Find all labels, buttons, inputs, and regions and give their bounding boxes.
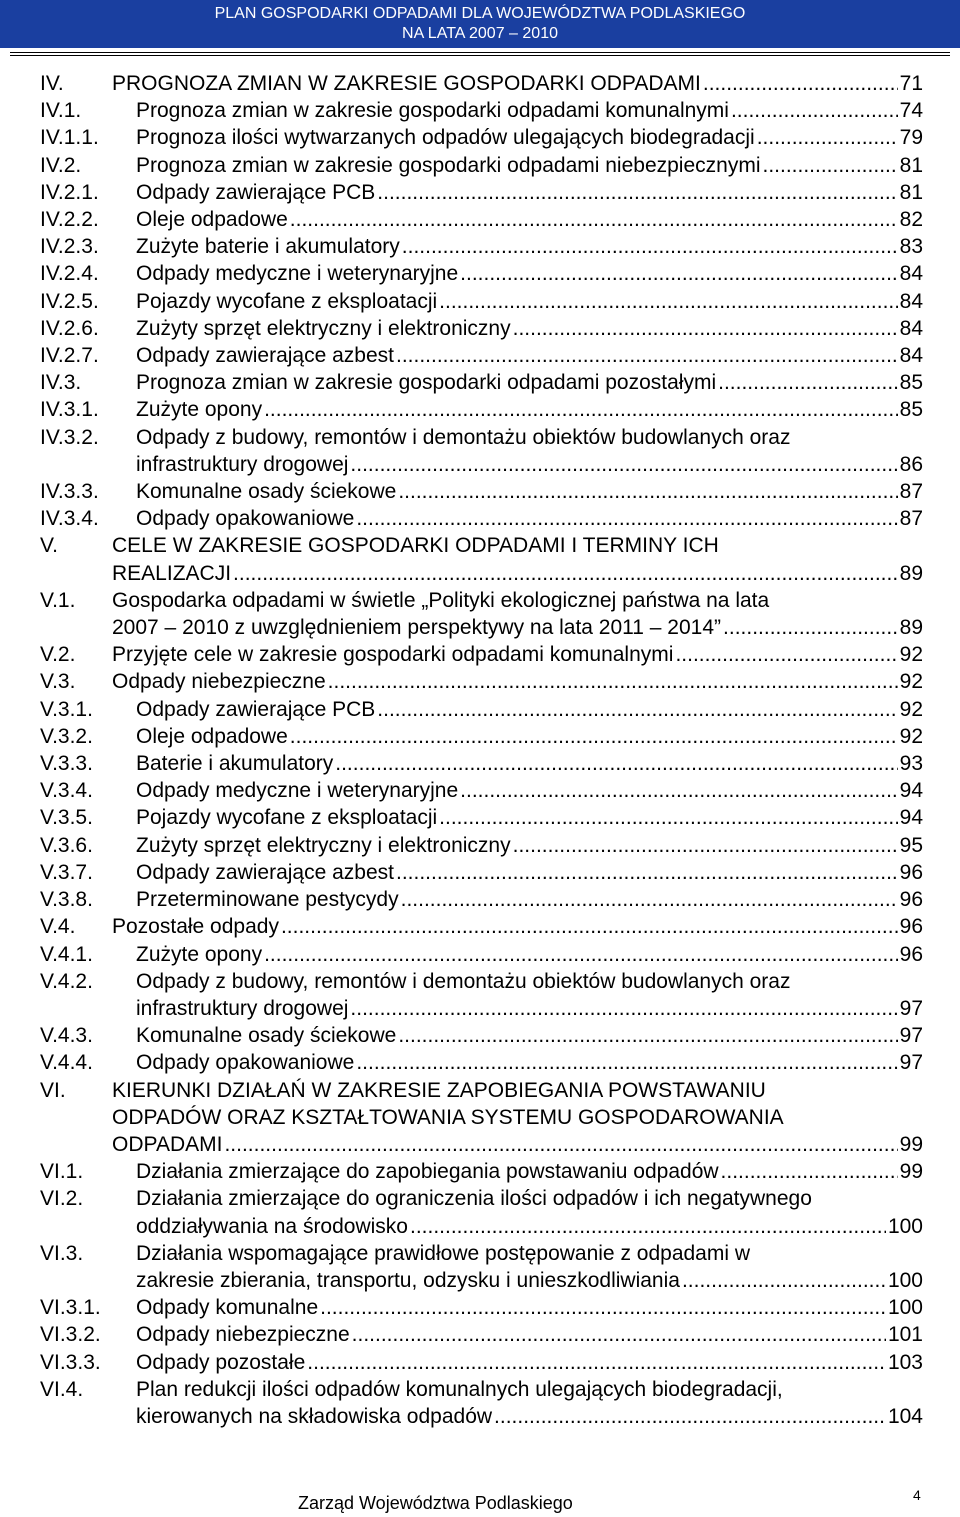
toc-entry-page: 96 — [899, 860, 923, 884]
toc-entry-number: V.4.3. — [40, 1024, 93, 1048]
toc-entry-number: IV.2.3. — [40, 235, 99, 259]
toc-entry-body — [136, 396, 923, 423]
toc-entry-number: VI.4. — [40, 1377, 84, 1401]
toc-entry-title-line: 2007 – 2010 z uwzględnieniem perspektywy na lata 2011 – 2014” — [112, 616, 722, 640]
toc-entry-title-line: Działania zmierzające do zapobiegania powstawaniu odpadów — [136, 1160, 719, 1184]
toc-entry-number: IV.2.7. — [40, 344, 99, 368]
toc-entry[interactable] — [40, 1376, 923, 1430]
toc-entry-page: 81 — [899, 153, 923, 177]
toc-entry-body — [136, 1294, 923, 1321]
toc-entry-number: VI.2. — [40, 1187, 84, 1211]
dot-leader — [356, 1049, 897, 1076]
toc-entry-body — [136, 260, 923, 287]
toc-entry[interactable] — [40, 97, 923, 124]
toc-entry-page: 86 — [899, 452, 923, 476]
toc-entry-page: 93 — [899, 752, 923, 776]
toc-entry-title-line: Prognoza ilości wytwarzanych odpadów ulegających biodegradacji — [136, 126, 755, 150]
toc-entry-title-line: Odpady medyczne i weterynaryjne — [136, 779, 459, 803]
toc-entry-body — [136, 233, 923, 260]
dot-leader — [675, 641, 897, 668]
toc-entry-body — [136, 968, 923, 1022]
toc-entry-body — [136, 1158, 923, 1185]
dot-leader — [460, 260, 897, 287]
toc-entry[interactable] — [40, 315, 923, 342]
toc-entry-title-line: Prognoza zmian w zakresie gospodarki odpadami pozostałymi — [136, 371, 717, 395]
toc-entry-body — [112, 913, 923, 940]
toc-entry-body — [136, 804, 923, 831]
toc-entry[interactable] — [40, 668, 923, 695]
toc-entry[interactable] — [40, 369, 923, 396]
toc-entry-title-line: ODPADAMI — [112, 1132, 223, 1156]
toc-entry-number: V.3. — [40, 670, 76, 694]
toc-entry-page: 71 — [899, 72, 923, 95]
toc-entry-page: 97 — [899, 1051, 923, 1075]
toc-entry-title-line: Komunalne osady ściekowe — [136, 480, 397, 504]
document-header — [0, 0, 960, 48]
toc-entry-title-line: Zużyte baterie i akumulatory — [136, 235, 400, 259]
toc-entry-title-line: Oleje odpadowe — [136, 724, 288, 748]
toc-entry[interactable] — [40, 1240, 923, 1294]
toc-entry-title-line: infrastruktury drogowej — [136, 996, 349, 1020]
toc-entry-title-line: Prognoza zmian w zakresie gospodarki odpadami niebezpiecznymi — [136, 153, 761, 177]
toc-entry-page: 92 — [899, 697, 923, 721]
toc-entry-number: IV.2.5. — [40, 289, 99, 313]
toc-entry-number: V.3.8. — [40, 888, 93, 912]
header-divider-secondary — [10, 55, 950, 56]
toc-entry-title-line: Odpady zawierające PCB — [136, 697, 376, 721]
toc-entry-body — [112, 668, 923, 695]
toc-entry-page: 101 — [887, 1323, 923, 1347]
toc-entry-title-line: Baterie i akumulatory — [136, 752, 334, 776]
dot-leader — [723, 614, 898, 641]
dot-leader — [682, 1267, 886, 1294]
toc-entry-title-line: REALIZACJI — [112, 561, 232, 585]
toc-entry-body — [136, 206, 923, 233]
toc-entry-title-line: KIERUNKI DZIAŁAŃ W ZAKRESIE ZAPOBIEGANIA POWSTAWANIU — [112, 1078, 766, 1102]
toc-entry-number: V.3.1. — [40, 697, 93, 721]
toc-entry-page: 94 — [899, 806, 923, 830]
toc-entry-page: 83 — [899, 235, 923, 259]
toc-entry-number: V.3.2. — [40, 724, 93, 748]
toc-entry-body — [112, 532, 923, 586]
toc-entry[interactable] — [40, 587, 923, 641]
toc-entry-page: 104 — [887, 1404, 923, 1428]
toc-entry-title-line: Prognoza zmian w zakresie gospodarki odpadami komunalnymi — [136, 99, 729, 123]
toc-entry-body — [112, 641, 923, 668]
toc-entry[interactable] — [40, 260, 923, 287]
toc-entry-page: 97 — [899, 1024, 923, 1048]
toc-entry-number: V.4. — [40, 915, 76, 939]
toc-entry-number: IV.2.2. — [40, 208, 99, 232]
toc-entry-body — [112, 587, 923, 641]
toc-entry-page: 99 — [899, 1132, 923, 1156]
toc-entry-title-line: Odpady niebezpieczne — [136, 1323, 350, 1347]
toc-entry-number: IV.3.1. — [40, 398, 99, 422]
toc-entry-page: 89 — [899, 561, 923, 585]
dot-leader — [290, 206, 898, 233]
toc-entry-title-line: Zużyte opony — [136, 398, 263, 422]
toc-entry-title-line: zakresie zbierania, transportu, odzysku i unieszkodliwiania — [136, 1268, 680, 1292]
dot-leader — [460, 777, 897, 804]
toc-entry-title-line: PROGNOZA ZMIAN W ZAKRESIE GOSPODARKI ODPADAMI — [112, 72, 701, 95]
toc-entry-number: V.3.4. — [40, 779, 93, 803]
toc-entry-title-line: oddziaływania na środowisko — [136, 1214, 408, 1238]
dot-leader — [377, 696, 897, 723]
toc-entry-page: 96 — [899, 888, 923, 912]
toc-entry-page: 87 — [899, 480, 923, 504]
toc-entry-number: V.3.5. — [40, 806, 93, 830]
toc-entry-body — [136, 369, 923, 396]
toc-entry-body — [136, 941, 923, 968]
toc-entry[interactable] — [40, 532, 923, 586]
toc-entry-body — [136, 315, 923, 342]
toc-entry-title-line: Odpady zawierające PCB — [136, 180, 376, 204]
toc-entry-number: IV.2.4. — [40, 262, 99, 286]
toc-entry[interactable] — [40, 478, 923, 505]
toc-entry-number: V.4.4. — [40, 1051, 93, 1075]
toc-entry-body — [136, 723, 923, 750]
toc-entry-number: IV.2. — [40, 153, 82, 177]
toc-entry[interactable] — [40, 886, 923, 913]
toc-entry[interactable] — [40, 288, 923, 315]
toc-entry-body — [136, 1049, 923, 1076]
toc-entry[interactable] — [40, 1158, 923, 1185]
page-number: 4 — [913, 1487, 921, 1503]
toc-entry-number: IV.1.1. — [40, 126, 99, 150]
toc-entry-page: 79 — [899, 126, 923, 150]
toc-entry-number: IV. — [40, 72, 64, 95]
toc-entry-body — [136, 1022, 923, 1049]
toc-entry-title-line: ODPADÓW ORAZ KSZTAŁTOWANIA SYSTEMU GOSPODAROWANIA — [112, 1105, 784, 1129]
toc-entry-page: 99 — [899, 1160, 923, 1184]
toc-entry-body — [136, 179, 923, 206]
header-divider — [10, 52, 950, 53]
dot-leader — [513, 315, 898, 342]
toc-entry-number: IV.3.2. — [40, 425, 99, 449]
toc-entry-title-line: infrastruktury drogowej — [136, 452, 349, 476]
toc-entry-page: 97 — [899, 996, 923, 1020]
toc-entry[interactable] — [40, 1049, 923, 1076]
toc-entry-body — [136, 1240, 923, 1294]
toc-entry[interactable] — [40, 696, 923, 723]
toc-entry-page: 85 — [899, 371, 923, 395]
toc-entry-body — [136, 886, 923, 913]
toc-entry-page: 74 — [899, 99, 923, 123]
toc-entry-title-line: CELE W ZAKRESIE GOSPODARKI ODPADAMI I TERMINY ICH — [112, 534, 719, 558]
toc-entry-page: 95 — [899, 833, 923, 857]
toc-entry-page: 87 — [899, 507, 923, 531]
dot-leader — [264, 396, 898, 423]
dot-leader — [410, 1213, 886, 1240]
dot-leader — [335, 750, 897, 777]
toc-entry[interactable] — [40, 859, 923, 886]
toc-entry[interactable] — [40, 1022, 923, 1049]
toc-entry-title-line: Gospodarka odpadami w świetle „Polityki ekologicznej państwa na lata — [112, 588, 770, 612]
dot-leader — [264, 941, 898, 968]
toc-entry-number: IV.3.3. — [40, 480, 99, 504]
toc-entry-body — [136, 97, 923, 124]
toc-entry-title-line: Odpady medyczne i weterynaryjne — [136, 262, 459, 286]
toc-entry-page: 100 — [887, 1296, 923, 1320]
toc-entry-page: 94 — [899, 779, 923, 803]
toc-entry-body — [136, 478, 923, 505]
toc-entry-body — [136, 1185, 923, 1239]
dot-leader — [398, 478, 897, 505]
toc-entry-page: 85 — [899, 398, 923, 422]
toc-entry-title-line: Odpady niebezpieczne — [112, 670, 326, 694]
dot-leader — [281, 913, 898, 940]
toc-entry-title-line: Odpady pozostałe — [136, 1350, 306, 1374]
dot-leader — [757, 124, 898, 151]
toc-entry-number: IV.2.6. — [40, 316, 99, 340]
toc-entry-page: 84 — [899, 262, 923, 286]
toc-entry-body — [136, 152, 923, 179]
toc-entry-page: 84 — [899, 316, 923, 340]
toc-entry-title-line: Zużyty sprzęt elektryczny i elektroniczny — [136, 833, 511, 857]
toc-entry[interactable] — [40, 152, 923, 179]
toc-entry[interactable] — [40, 641, 923, 668]
toc-entry-title-line: Odpady z budowy, remontów i demontażu obiektów budowlanych oraz — [136, 969, 791, 993]
toc-entry-title-line: Komunalne osady ściekowe — [136, 1024, 397, 1048]
header-title: PLAN GOSPODARKI ODPADAMI DLA WOJEWÓDZTWA PODLASKIEGO — [214, 5, 746, 22]
document-footer — [0, 1487, 960, 1515]
dot-leader — [401, 886, 898, 913]
toc-entry[interactable] — [40, 723, 923, 750]
toc-entry-number: IV.2.1. — [40, 180, 99, 204]
dot-leader — [731, 97, 898, 124]
dot-leader — [721, 1158, 898, 1185]
toc-entry-number: VI.1. — [40, 1160, 84, 1184]
toc-entry-number: V.3.7. — [40, 860, 93, 884]
toc-entry[interactable] — [40, 1294, 923, 1321]
toc-entry-body — [136, 859, 923, 886]
toc-entry-page: 84 — [899, 289, 923, 313]
toc-entry-body — [112, 1077, 923, 1159]
dot-leader — [350, 451, 897, 478]
toc-entry-title-line: Odpady opakowaniowe — [136, 1051, 355, 1075]
dot-leader — [703, 70, 898, 97]
toc-entry-body — [136, 424, 923, 478]
toc-entry[interactable] — [40, 342, 923, 369]
toc-entry-title-line: Pozostałe odpady — [112, 915, 279, 939]
toc-entry-title-line: Odpady komunalne — [136, 1296, 319, 1320]
toc-entry-page: 92 — [899, 643, 923, 667]
toc-entry-number: V.3.3. — [40, 752, 93, 776]
dot-leader — [350, 995, 897, 1022]
toc-entry[interactable] — [40, 124, 923, 151]
toc-entry[interactable] — [40, 777, 923, 804]
toc-entry-title-line: Działania zmierzające do ograniczenia ilości odpadów i ich negatywnego — [136, 1187, 812, 1211]
footer-title: Zarząd Województwa Podlaskiego — [298, 1493, 573, 1513]
toc-entry-title-line: Oleje odpadowe — [136, 208, 288, 232]
toc-entry[interactable] — [40, 1349, 923, 1376]
toc-entry[interactable] — [40, 913, 923, 940]
toc-entry[interactable] — [40, 968, 923, 1022]
dot-leader — [763, 152, 898, 179]
toc-entry-body — [136, 696, 923, 723]
toc-entry-title-line: Odpady opakowaniowe — [136, 507, 355, 531]
toc-entry[interactable] — [40, 1321, 923, 1348]
toc-entry-title-line: Pojazdy wycofane z eksploatacji — [136, 289, 438, 313]
toc-entry-title-line: Plan redukcji ilości odpadów komunalnych ulegających biodegradacji, — [136, 1377, 783, 1401]
dot-leader — [352, 1321, 886, 1348]
dot-leader — [396, 342, 898, 369]
toc-entry-number: V. — [40, 534, 58, 558]
toc-entry[interactable] — [40, 505, 923, 532]
toc-entry-number: VI. — [40, 1078, 66, 1102]
toc-entry-page: 92 — [899, 670, 923, 694]
dot-leader — [328, 668, 898, 695]
toc-entry-title-line: Pojazdy wycofane z eksploatacji — [136, 806, 438, 830]
toc-entry-page: 89 — [899, 616, 923, 640]
dot-leader — [396, 859, 898, 886]
toc-entry-body — [112, 70, 923, 97]
dot-leader — [494, 1403, 886, 1430]
toc-entry-number: IV.3. — [40, 371, 82, 395]
toc-entry-page: 103 — [887, 1350, 923, 1374]
dot-leader — [377, 179, 897, 206]
dot-leader — [224, 1131, 897, 1158]
toc-entry-number: V.4.1. — [40, 942, 93, 966]
toc-entry-body — [136, 342, 923, 369]
toc-entry-body — [136, 1349, 923, 1376]
toc-entry-number: VI.3.2. — [40, 1323, 101, 1347]
toc-entry-body — [136, 505, 923, 532]
toc-entry-page: 81 — [899, 180, 923, 204]
toc-entry-title-line: Odpady zawierające azbest — [136, 344, 394, 368]
toc-entry[interactable] — [40, 424, 923, 478]
toc-entry-number: VI.3. — [40, 1241, 84, 1265]
toc-entry-page: 92 — [899, 724, 923, 748]
toc-entry-number: V.2. — [40, 643, 76, 667]
toc-entry-body — [136, 1376, 923, 1430]
toc-entry-body — [136, 832, 923, 859]
dot-leader — [439, 288, 897, 315]
dot-leader — [320, 1294, 886, 1321]
table-of-contents — [40, 70, 923, 1430]
toc-entry-title-line: Przeterminowane pestycydy — [136, 888, 399, 912]
toc-entry[interactable] — [40, 804, 923, 831]
toc-entry-number: V.1. — [40, 588, 76, 612]
dot-leader — [290, 723, 898, 750]
toc-entry[interactable] — [40, 233, 923, 260]
toc-entry-body — [136, 750, 923, 777]
toc-entry[interactable] — [40, 206, 923, 233]
toc-entry[interactable] — [40, 941, 923, 968]
toc-entry[interactable] — [40, 1185, 923, 1239]
toc-entry-body — [136, 1321, 923, 1348]
header-subtitle: NA LATA 2007 – 2010 — [402, 25, 558, 42]
toc-entry-page: 96 — [899, 915, 923, 939]
dot-leader — [307, 1349, 886, 1376]
toc-entry[interactable] — [40, 179, 923, 206]
toc-entry-body — [136, 288, 923, 315]
dot-leader — [398, 1022, 897, 1049]
toc-entry-title-line: Zużyty sprzęt elektryczny i elektroniczny — [136, 316, 511, 340]
toc-entry[interactable] — [40, 832, 923, 859]
toc-entry-number: IV.1. — [40, 99, 82, 123]
dot-leader — [233, 560, 898, 587]
toc-entry-title-line: Odpady z budowy, remontów i demontażu obiektów budowlanych oraz — [136, 425, 791, 449]
toc-entry-page: 84 — [899, 344, 923, 368]
toc-entry[interactable] — [40, 396, 923, 423]
toc-entry-title-line: Działania wspomagające prawidłowe postępowanie z odpadami w — [136, 1241, 751, 1265]
toc-entry-title-line: Odpady zawierające azbest — [136, 860, 394, 884]
toc-entry-page: 96 — [899, 942, 923, 966]
toc-entry-page: 82 — [899, 208, 923, 232]
toc-entry-title-line: kierowanych na składowiska odpadów — [136, 1404, 493, 1428]
toc-entry-number: IV.3.4. — [40, 507, 99, 531]
toc-entry-title-line: Przyjęte cele w zakresie gospodarki odpadami komunalnymi — [112, 643, 674, 667]
toc-entry[interactable] — [40, 750, 923, 777]
toc-entry-page: 100 — [887, 1268, 923, 1292]
dot-leader — [402, 233, 898, 260]
dot-leader — [513, 832, 898, 859]
dot-leader — [439, 804, 897, 831]
toc-entry-number: VI.3.3. — [40, 1350, 101, 1374]
toc-entry-page: 100 — [887, 1214, 923, 1238]
toc-entry[interactable] — [40, 70, 923, 97]
toc-entry-title-line: Zużyte opony — [136, 942, 263, 966]
dot-leader — [718, 369, 898, 396]
toc-entry-number: V.3.6. — [40, 833, 93, 857]
toc-entry-number: VI.3.1. — [40, 1296, 101, 1320]
dot-leader — [356, 505, 897, 532]
toc-entry-body — [136, 124, 923, 151]
toc-entry-number: V.4.2. — [40, 969, 93, 993]
toc-entry[interactable] — [40, 1077, 923, 1159]
toc-entry-body — [136, 777, 923, 804]
